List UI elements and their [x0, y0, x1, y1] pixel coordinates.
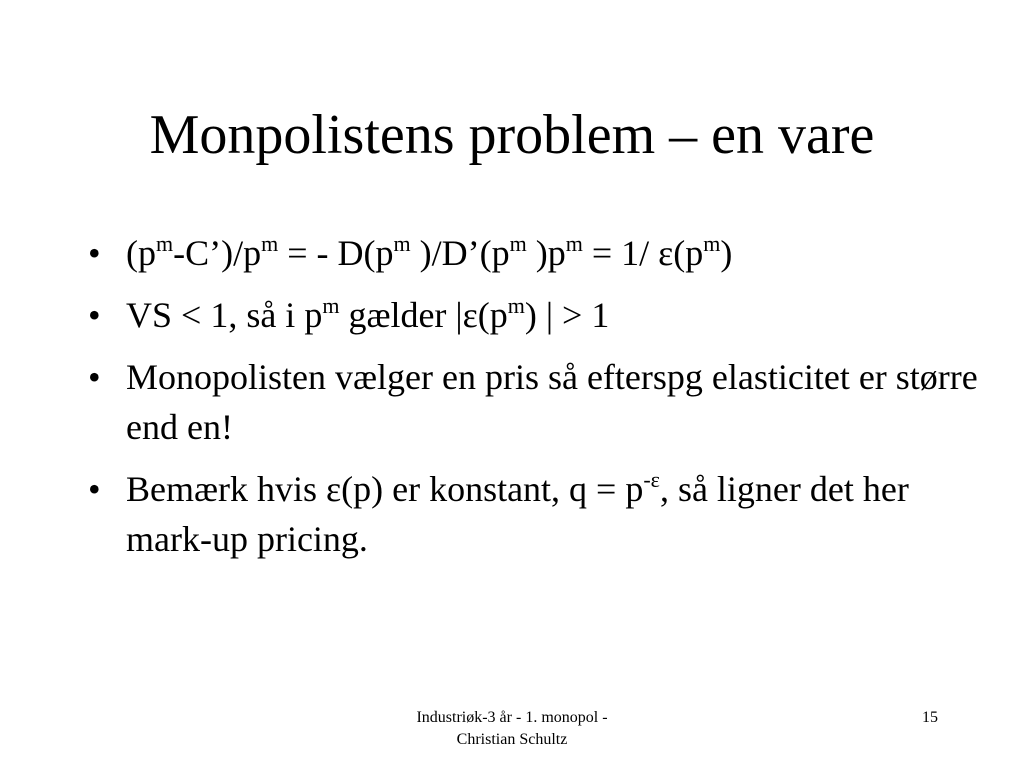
- superscript: -ε: [643, 467, 660, 492]
- superscript: m: [703, 231, 721, 256]
- page-number: 15: [922, 709, 938, 726]
- superscript: m: [509, 231, 527, 256]
- bullet-text: [126, 357, 978, 447]
- footer-line-2: Christian Schultz: [456, 731, 568, 748]
- text-run: gælder |ε(p: [339, 295, 508, 335]
- text-run: = - D(p: [278, 233, 394, 273]
- slide-title: Monpolistens problem – en vare: [149, 104, 875, 166]
- superscript: m: [261, 231, 279, 256]
- text-run: ): [720, 233, 733, 273]
- bullet-item: [88, 228, 988, 278]
- text-run: )/D’(p: [410, 233, 510, 273]
- bullet-text: [126, 469, 909, 559]
- superscript: m: [393, 231, 411, 256]
- text-run: ) | > 1: [524, 295, 610, 335]
- text-run: (p: [126, 233, 156, 273]
- bullet-item: [88, 464, 988, 564]
- bullet-text: [126, 295, 609, 335]
- bullet-item: [88, 290, 988, 340]
- text-run: = 1/ ε(p: [582, 233, 704, 273]
- superscript: m: [507, 293, 525, 318]
- bullet-list: [88, 228, 988, 576]
- footer-caption: [362, 707, 662, 751]
- bullet-item: [88, 352, 988, 452]
- text-run: Bemærk hvis ε(p) er konstant, q = p: [126, 469, 644, 509]
- text-run: Monopolisten vælger en pris så efterspg elasticitet er større end en!: [126, 357, 978, 447]
- text-run: , så ligner det her mark-up pricing.: [126, 469, 909, 559]
- superscript: m: [156, 231, 174, 256]
- text-run: -C’)/p: [173, 233, 262, 273]
- bullet-dot-icon: •: [88, 469, 101, 509]
- footer-line-1: Industriøk-3 år - 1. monopol -: [416, 709, 608, 726]
- bullet-text: [126, 233, 732, 273]
- text-run: VS < 1, så i p: [126, 295, 323, 335]
- superscript: m: [322, 293, 340, 318]
- bullet-dot-icon: •: [88, 233, 101, 273]
- text-run: )p: [526, 233, 566, 273]
- bullet-dot-icon: •: [88, 357, 101, 397]
- superscript: m: [565, 231, 583, 256]
- bullet-dot-icon: •: [88, 295, 101, 335]
